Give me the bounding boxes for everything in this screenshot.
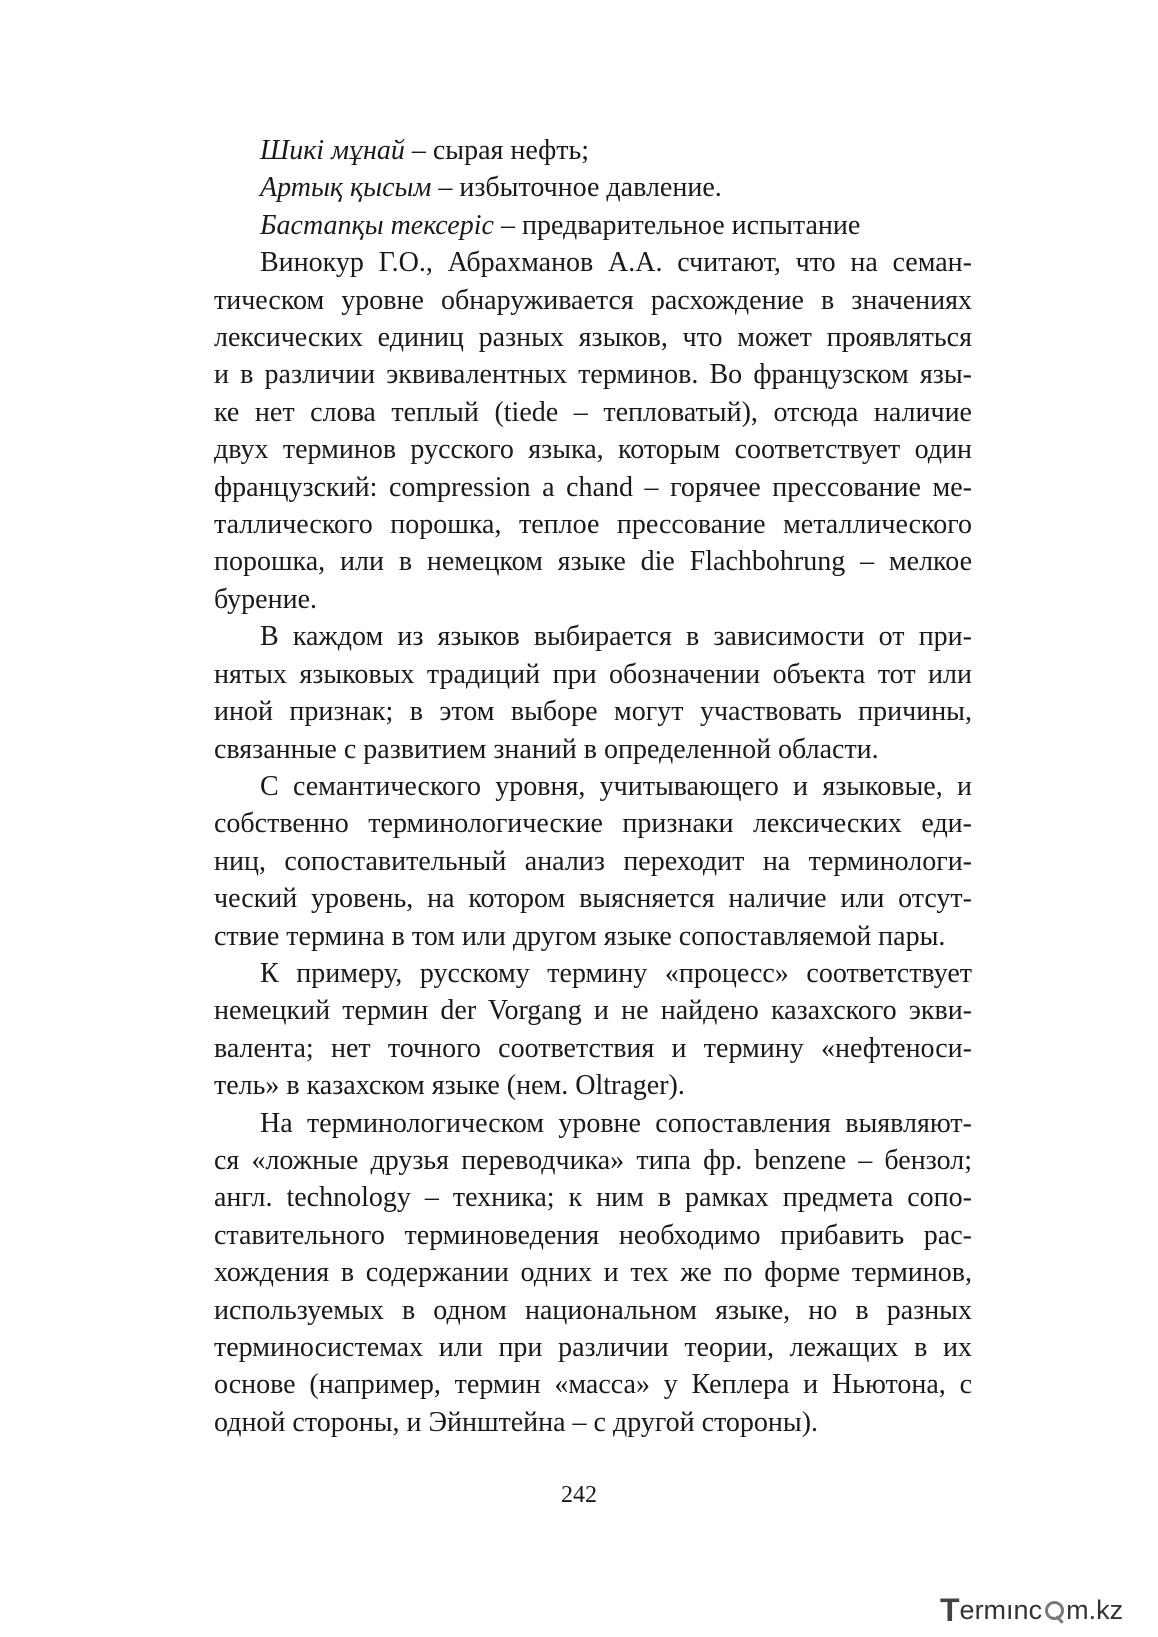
text-line: валента; нет точного соответствия и термину «нефтеноси-: [214, 1032, 972, 1064]
magnifier-icon: [1043, 1599, 1065, 1621]
text-line: С семантического уровня, учитывающего и языковые, и: [260, 770, 972, 802]
text-line: нятых языковых традиций при обозначении объекта тот или: [214, 658, 972, 690]
page-number: 242: [561, 1482, 597, 1508]
paragraph: [214, 1105, 972, 1442]
text-line: ставительного терминоведения необходимо прибавить рас-: [214, 1219, 972, 1251]
text-line: иной признак; в этом выборе могут участвовать причины,: [214, 696, 972, 728]
paragraph: [214, 244, 972, 618]
term-entry: [214, 132, 972, 169]
paragraph: [214, 618, 972, 768]
text-line: хождения в содержании одних и тех же по форме терминов,: [214, 1257, 972, 1289]
term-entry: [214, 169, 972, 206]
text-line: основе (например, термин «масса» у Кеплера и Ньютона, с: [214, 1369, 972, 1401]
text-line: Винокур Г.О., Абрахманов А.А. считают, что на семан-: [260, 247, 972, 279]
text-line: таллического порошка, теплое прессование металлического: [214, 509, 972, 541]
text-line: К примеру, русскому термину «процесс» соответствует: [260, 957, 972, 989]
text-line: и в различии эквивалентных терминов. Во французском язы-: [214, 359, 972, 391]
text-line: тическом уровне обнаруживается расхождение в значениях: [214, 284, 972, 316]
text-line: бурение.: [214, 583, 318, 615]
term-list: [214, 132, 972, 244]
text-line: тель» в казахском языке (нем. Oltrager).: [214, 1070, 685, 1102]
terminkom-logo: T ermınc m.kz: [940, 1591, 1124, 1628]
text-line: На терминологическом уровне сопоставления выявляют-: [260, 1107, 972, 1139]
text-line: терминосистемах или при различии теории, лежащих в их: [214, 1332, 972, 1363]
text-line: немецкий термин der Vorgang и не найдено казахского экви-: [214, 995, 972, 1027]
text-line: ствие термина в том или другом языке сопоставляемой пары.: [214, 920, 946, 952]
kazakh-term: Бастапқы тексеріс: [260, 209, 494, 241]
kazakh-term: Артық қысым –: [260, 172, 453, 204]
paragraph: [214, 768, 972, 955]
body-paragraphs: [214, 244, 972, 1441]
text-line: двух терминов русского языка, которым соответствует один: [214, 434, 972, 466]
text-line: ческий уровень, на котором выясняется наличие или отсут-: [214, 883, 972, 915]
kazakh-term: Шикі мұнай: [260, 135, 405, 166]
paragraph: [214, 955, 972, 1105]
text-line: ся «ложные друзья переводчика» типа фр. benzene – бензол;: [214, 1144, 972, 1176]
page-body: [214, 132, 972, 1441]
text-line: используемых в одном национальном языке, но в разных: [214, 1294, 972, 1326]
term-entry: [214, 207, 972, 244]
russian-translation: – сырая нефть;: [404, 135, 590, 166]
text-line: лексических единиц разных языков, что может проявляться: [214, 322, 972, 354]
text-line: связанные с развитием знаний в определенной области.: [214, 733, 879, 765]
text-line: ке нет слова теплый (tiede – тепловатый), отсюда наличие: [214, 396, 972, 428]
text-line: одной стороны, и Эйнштейна – с другой стороны).: [214, 1406, 819, 1438]
text-line: порошка, или в немецком языке die Flachbohrung – мелкое: [214, 546, 972, 578]
text-line: англ. technology – техника; к ним в рамках предмета сопо-: [214, 1182, 972, 1214]
text-line: собственно терминологические признаки лексических еди-: [214, 808, 972, 840]
text-line: ниц, сопоставительный анализ переходит на терминологи-: [214, 845, 972, 877]
text-line: французский: compression a chand – горячее прессование ме-: [214, 471, 972, 503]
text-line: В каждом из языков выбирается в зависимости от при-: [260, 621, 972, 653]
russian-translation: избыточное давление.: [452, 172, 722, 204]
russian-translation: – предварительное испытание: [493, 209, 861, 241]
